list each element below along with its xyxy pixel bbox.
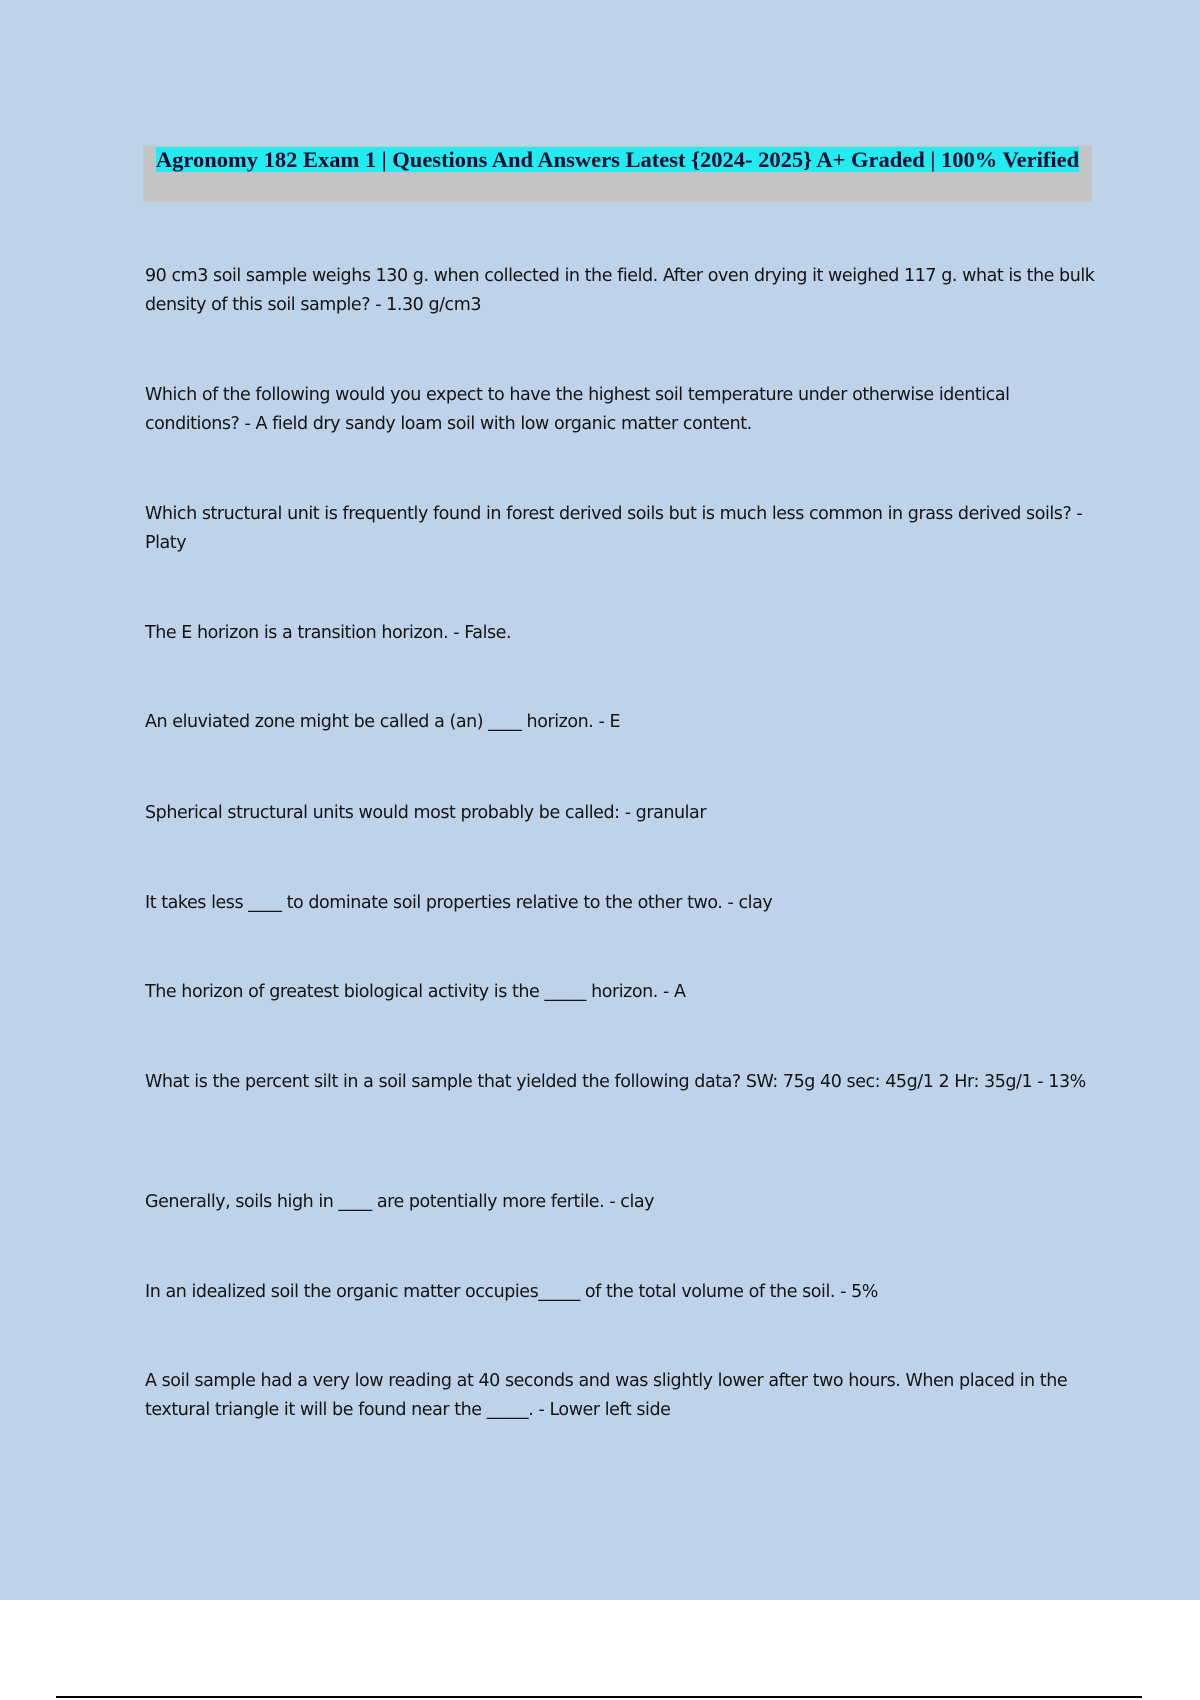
- document-title-box: [143, 146, 1092, 202]
- qa-item-7: It takes less ____ to dominate soil properties relative to the other two. - clay: [145, 893, 773, 913]
- qa-item-3: Which structural unit is frequently found in forest derived soils but is much less common in grass derived soils? - Platy: [145, 504, 1083, 553]
- qa-item-2: Which of the following would you expect to have the highest soil temperature under otherwise identical conditions? - A field dry sandy loam soil with low organic matter content.: [145, 385, 1010, 434]
- document-title: Agronomy 182 Exam 1 | Questions And Answers Latest {2024- 2025} A+ Graded | 100% Verified: [155, 147, 1080, 172]
- footer-divider: [56, 1696, 1142, 1698]
- qa-item-12: A soil sample had a very low reading at 40 seconds and was slightly lower after two hours. When placed in the textural triangle it will be found near the _____. - Lower left side: [145, 1371, 1068, 1420]
- qa-item-8: The horizon of greatest biological activity is the _____ horizon. - A: [145, 982, 686, 1002]
- qa-item-4: The E horizon is a transition horizon. - False.: [145, 623, 512, 643]
- qa-item-11: In an idealized soil the organic matter occupies_____ of the total volume of the soil. - 5%: [145, 1282, 878, 1302]
- qa-item-10: Generally, soils high in ____ are potentially more fertile. - clay: [145, 1192, 655, 1212]
- qa-item-1: 90 cm3 soil sample weighs 130 g. when collected in the field. After oven drying it weighed 117 g. what is the bulk density of this soil sample? - 1.30 g/cm3: [145, 266, 1095, 315]
- qa-item-5: An eluviated zone might be called a (an) ____ horizon. - E: [145, 712, 621, 732]
- qa-item-9: What is the percent silt in a soil sample that yielded the following data? SW: 75g 40 sec: 45g/1 2 Hr: 35g/1 - 13%: [145, 1072, 1086, 1092]
- qa-item-6: Spherical structural units would most probably be called: - granular: [145, 803, 707, 823]
